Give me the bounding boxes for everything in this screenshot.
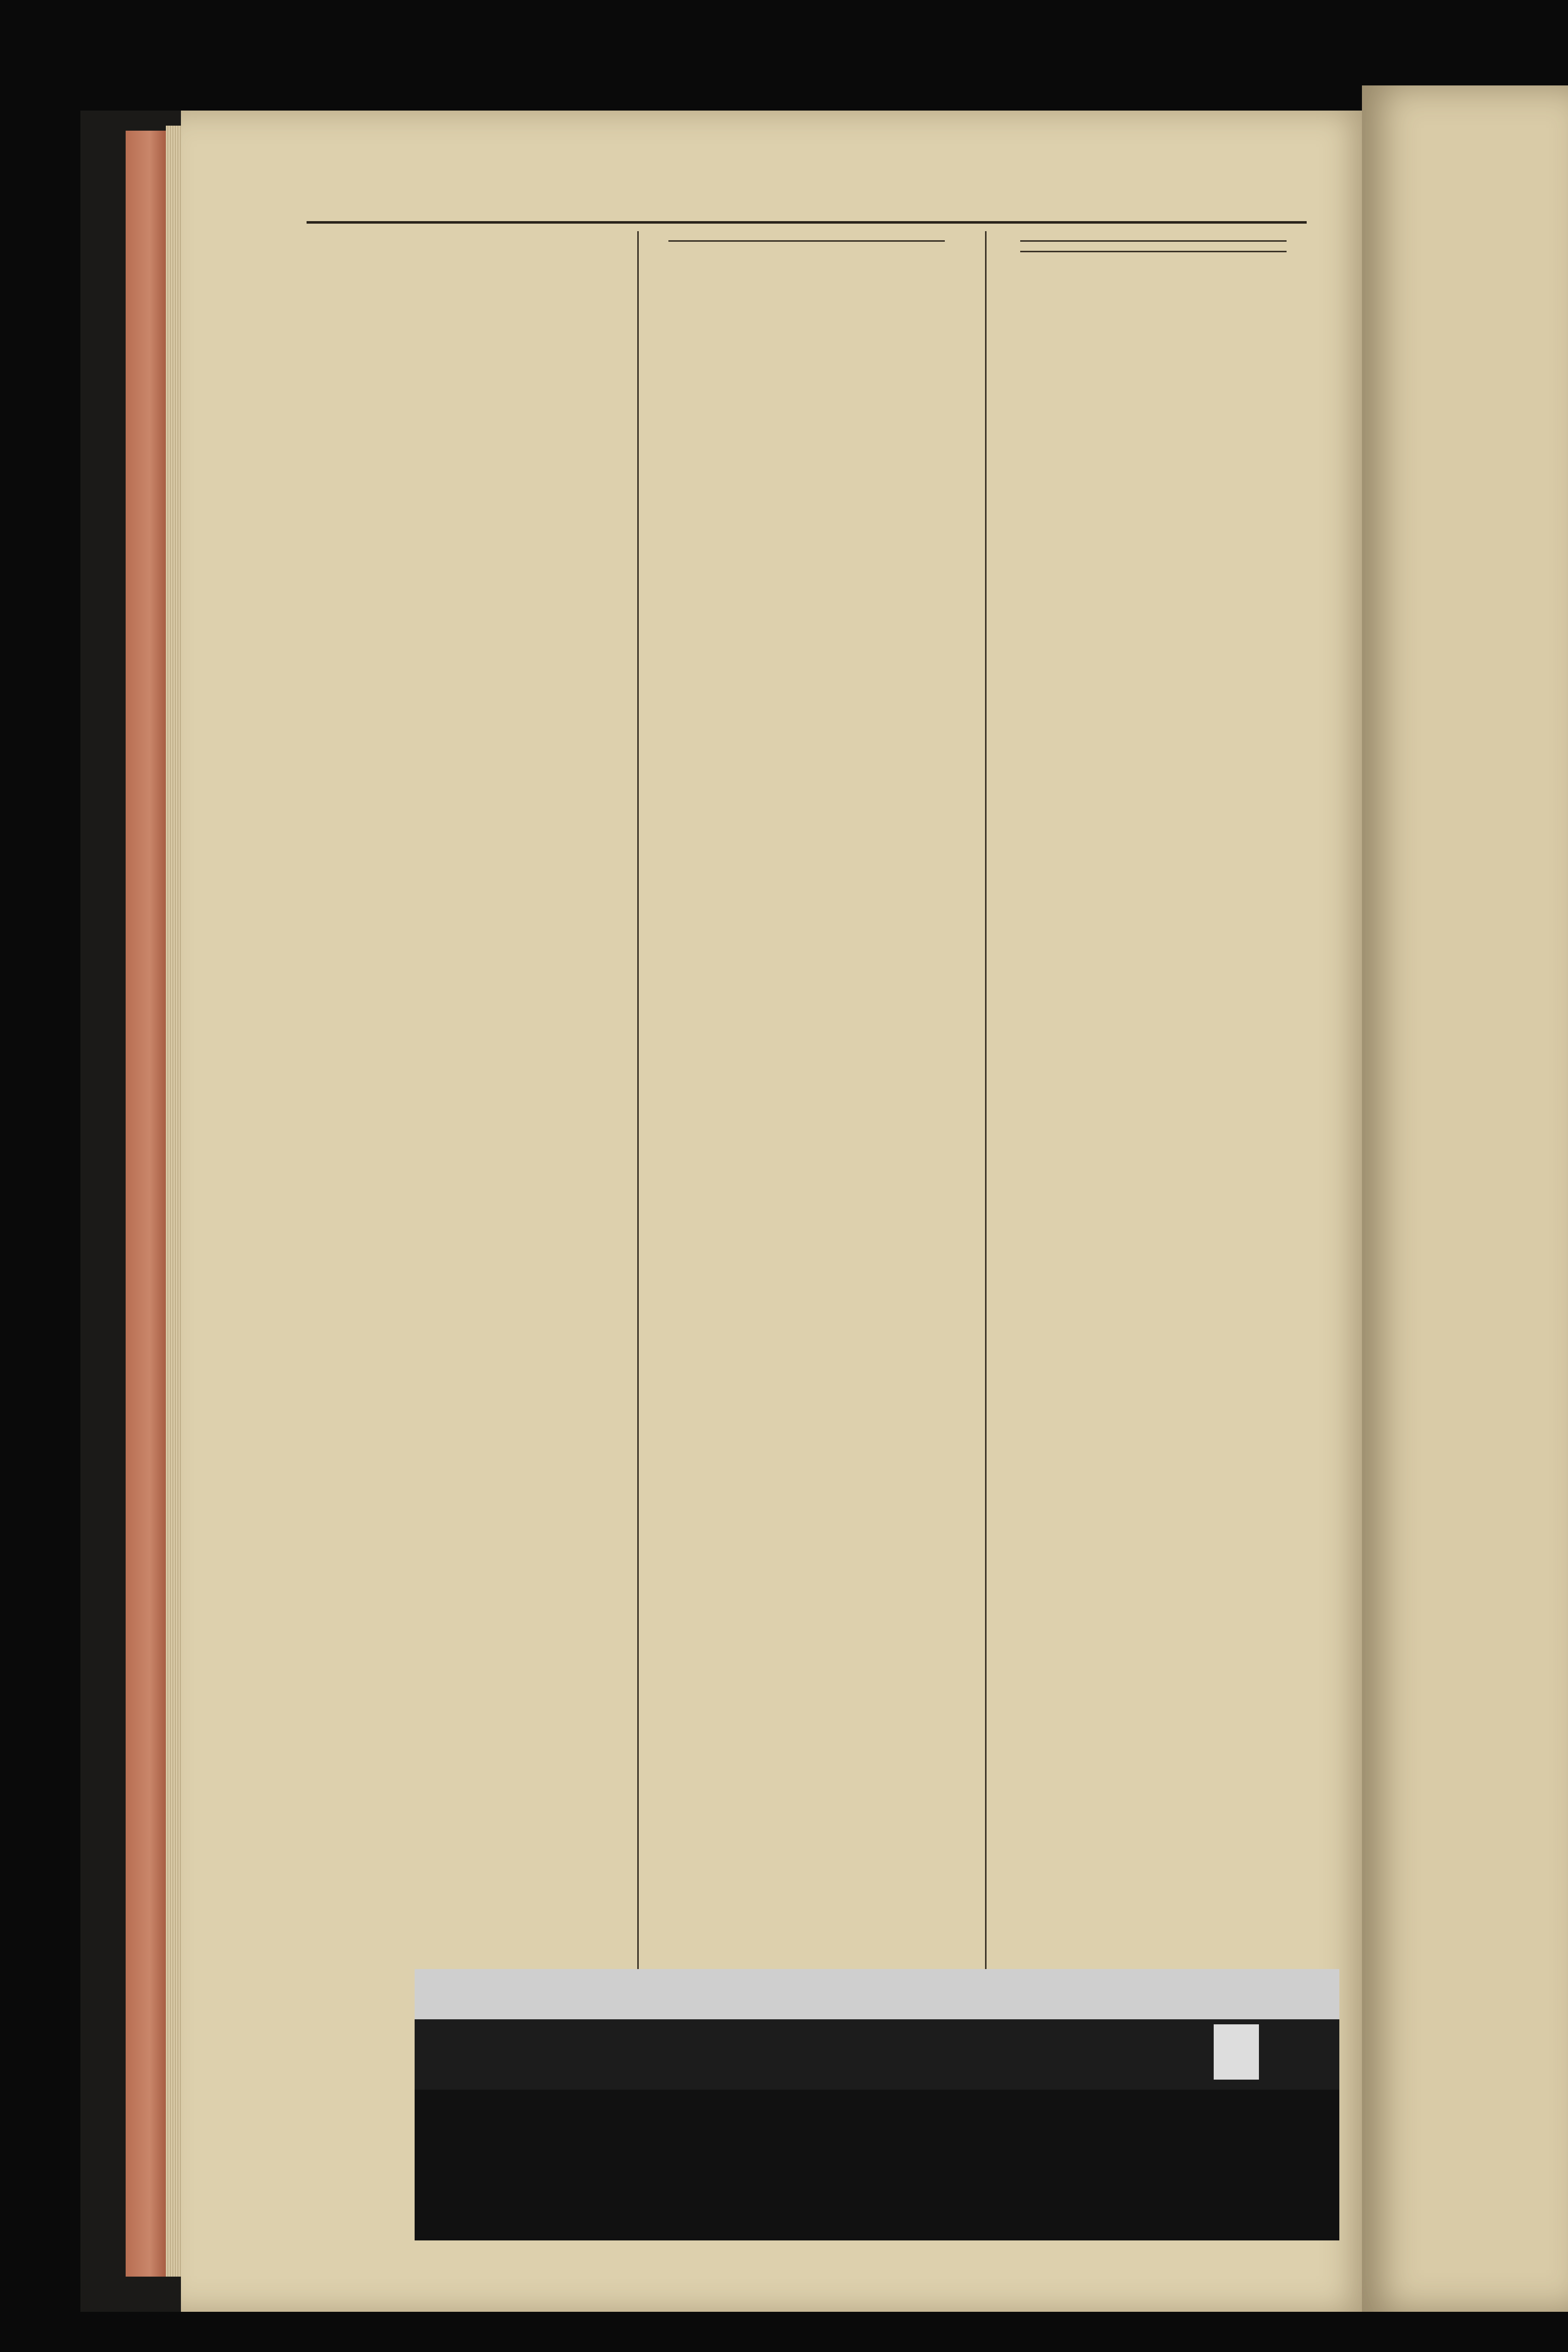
column-divider	[637, 231, 639, 2231]
header-rule	[307, 221, 1307, 224]
column-1	[307, 231, 628, 2231]
swatch-row-bottom	[415, 2090, 1339, 2240]
separator	[668, 240, 945, 242]
ruler	[415, 1969, 1339, 2019]
column-2	[648, 231, 965, 2231]
swatch-labels	[415, 2067, 1339, 2087]
separator	[1020, 240, 1287, 242]
page-edge-red	[126, 131, 166, 2277]
separator	[1020, 251, 1287, 252]
column-divider	[985, 231, 987, 2231]
column-3	[1000, 231, 1307, 2231]
right-page	[1362, 85, 1568, 2312]
